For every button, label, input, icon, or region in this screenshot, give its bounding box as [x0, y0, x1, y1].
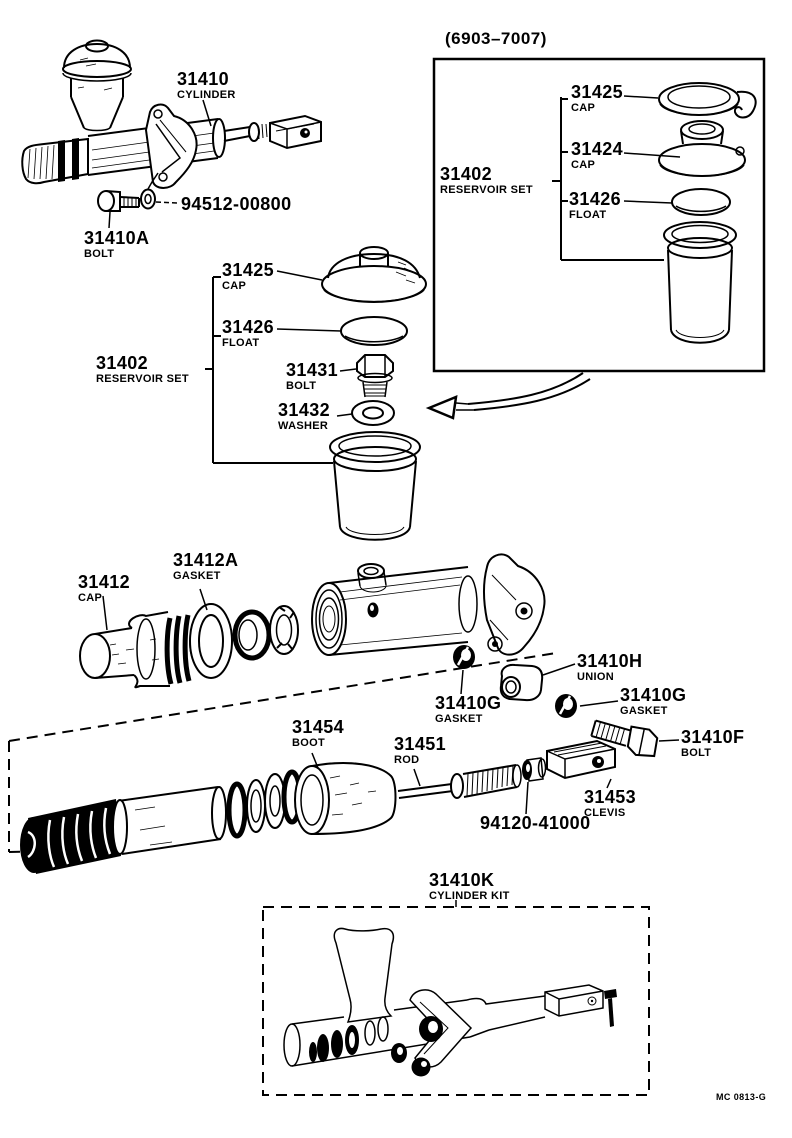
- label-bolt-31431: [286, 361, 338, 392]
- label-washer-94512: [181, 195, 292, 214]
- part-number: 31426: [569, 189, 622, 209]
- part-number: 31410: [177, 69, 230, 89]
- part-number: 94512-00800: [181, 194, 292, 214]
- label-cap-31425-inset: [571, 83, 623, 114]
- part-name: UNION: [577, 670, 614, 683]
- part-name: RESERVOIR SET: [440, 183, 533, 196]
- label-boot-31454: [292, 718, 344, 749]
- label-rod-31451: [394, 735, 446, 766]
- part-number: 31410A: [84, 228, 150, 248]
- part-name: GASKET: [620, 704, 668, 717]
- label-gasket-31410g-right: [620, 686, 686, 717]
- part-number: 31431: [286, 360, 339, 380]
- part-number: 31426: [222, 317, 275, 337]
- part-number: 31454: [292, 717, 345, 737]
- part-name: CYLINDER KIT: [429, 889, 510, 902]
- part-name: GASKET: [173, 569, 221, 582]
- part-number: 31425: [571, 82, 624, 102]
- label-cap-31425: [222, 261, 274, 292]
- part-number: 31410H: [577, 651, 643, 671]
- part-number: 31410G: [620, 685, 687, 705]
- label-gasket-31410g-left: [435, 694, 501, 725]
- header-date-range: (6903–7007): [445, 29, 547, 48]
- part-number: 31453: [584, 787, 637, 807]
- part-name: BOLT: [84, 247, 115, 260]
- part-name: CAP: [571, 158, 596, 171]
- label-float-31426: [222, 318, 274, 349]
- part-name: BOLT: [286, 379, 317, 392]
- label-clevis-31453: [584, 788, 636, 819]
- part-number: 31402: [96, 353, 149, 373]
- label-reservoir-set: [96, 354, 189, 385]
- part-number: 31424: [571, 139, 624, 159]
- part-name: FLOAT: [222, 336, 260, 349]
- label-bolt-31410a: [84, 229, 149, 260]
- part-name: CLEVIS: [584, 806, 626, 819]
- part-number: 31410G: [435, 693, 502, 713]
- part-number: 31432: [278, 400, 331, 420]
- inset-reference-arrow: [429, 373, 590, 418]
- part-number: 31402: [440, 164, 493, 184]
- part-name: GASKET: [435, 712, 483, 725]
- part-name: CAP: [78, 591, 103, 604]
- cylinder-kit-box-art: [263, 900, 649, 1095]
- part-number: 31425: [222, 260, 275, 280]
- label-bolt-31410f: [681, 728, 744, 759]
- part-number: 31410F: [681, 727, 745, 747]
- part-number: 31412: [78, 572, 131, 592]
- part-name: ROD: [394, 753, 420, 766]
- label-cap-31424-inset: [571, 140, 623, 171]
- part-number: 31410K: [429, 870, 495, 890]
- label-union-31410h: [577, 652, 642, 683]
- label-pin-94120: [480, 814, 591, 833]
- label-float-31426-inset: [569, 190, 621, 221]
- footer-fiche-code: MC 0813-G: [716, 1092, 767, 1102]
- part-name: CYLINDER: [177, 88, 236, 101]
- part-number: 31451: [394, 734, 447, 754]
- label-cap-31412: [78, 573, 130, 604]
- part-name: CAP: [571, 101, 596, 114]
- part-name: RESERVOIR SET: [96, 372, 189, 385]
- label-cylinder-kit-31410k: [429, 871, 510, 902]
- part-name: FLOAT: [569, 208, 607, 221]
- part-name: CAP: [222, 279, 247, 292]
- label-reservoir-set-inset: [440, 165, 533, 196]
- part-number: 94120-41000: [480, 813, 591, 833]
- label-cylinder-31410: [177, 70, 236, 101]
- label-washer-31432: [278, 401, 330, 432]
- part-name: BOOT: [292, 736, 325, 749]
- part-name: WASHER: [278, 419, 329, 432]
- part-name: BOLT: [681, 746, 712, 759]
- part-number: 31412A: [173, 550, 239, 570]
- label-gasket-31412a: [173, 551, 238, 582]
